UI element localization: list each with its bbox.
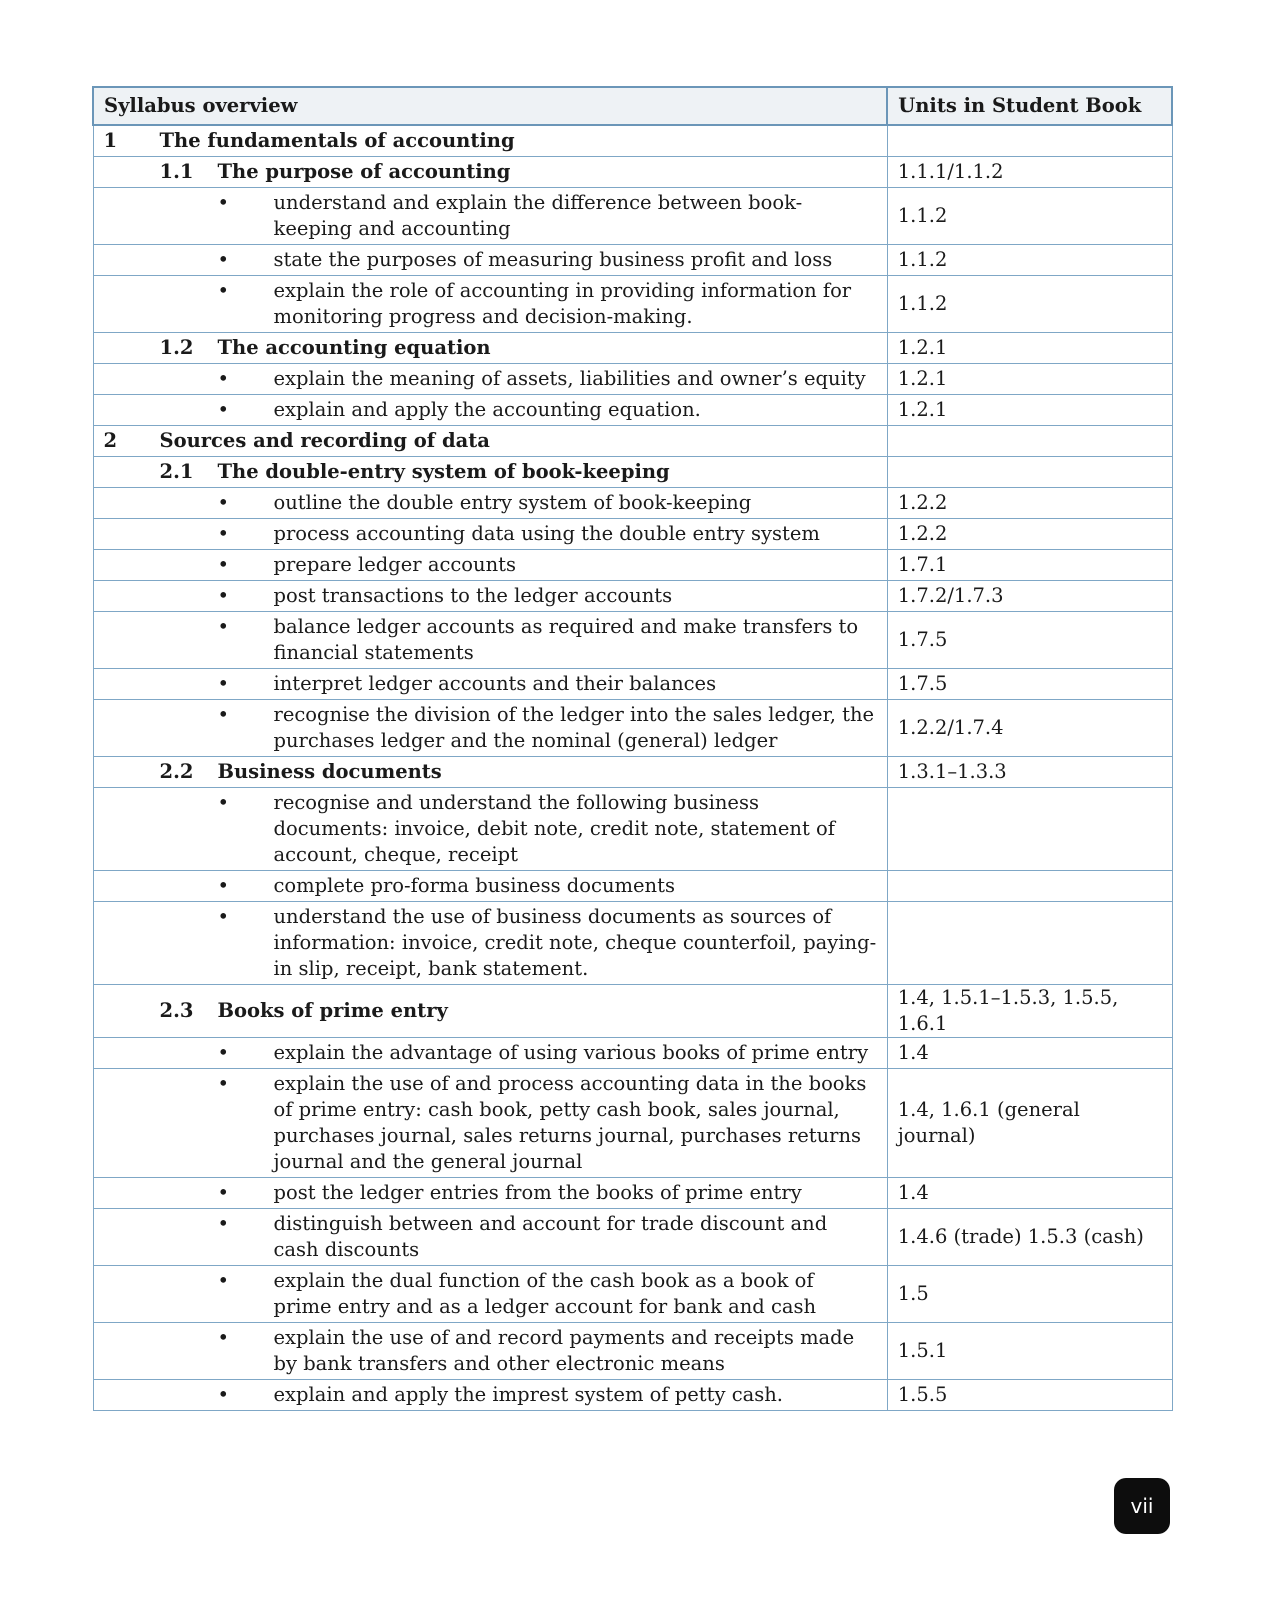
header-units-in-student-book: Units in Student Book [887,87,1172,125]
objective-cell [93,395,887,426]
section-number: 2 [103,429,118,452]
objective-row [93,1323,1172,1380]
bullet-icon: • [217,1269,230,1292]
objective-cell [93,1266,887,1323]
subsection-number: 1.1 [159,160,194,183]
objective-row [93,871,1172,902]
subsection-cell [93,985,887,1038]
objective-text: complete pro-forma business documents [273,874,675,897]
objective-row [93,1069,1172,1178]
units-cell: 1.2.1 [887,395,1172,426]
bullet-icon: • [217,398,230,421]
objective-wrap [104,671,877,697]
objective-cell [93,550,887,581]
objective-cell [93,788,887,871]
units-cell: 1.1.2 [887,276,1172,333]
subsection-title: The accounting equation [217,336,491,359]
units-cell: 1.4.6 (trade) 1.5.3 (cash) [887,1209,1172,1266]
objective-row [93,1209,1172,1266]
section-cell [93,125,887,157]
objective-wrap [104,521,877,547]
objective-row [93,1038,1172,1069]
bullet-icon: • [217,1383,230,1406]
subsection-number: 2.2 [159,760,194,783]
objective-cell [93,1038,887,1069]
bullet-icon: • [217,191,230,214]
bullet-icon: • [217,1072,230,1095]
syllabus-table [92,86,1173,1411]
objective-cell [93,188,887,245]
objective-wrap [104,1211,877,1263]
objective-row [93,395,1172,426]
units-cell: 1.1.2 [887,245,1172,276]
objective-wrap [104,614,877,666]
section-row [93,125,1172,157]
objective-row [93,788,1172,871]
units-cell [887,871,1172,902]
objective-text: interpret ledger accounts and their balances [273,672,717,695]
objective-wrap [104,366,877,392]
objective-cell [93,276,887,333]
objective-row [93,188,1172,245]
bullet-icon: • [217,615,230,638]
objective-row [93,669,1172,700]
section-cell [93,426,887,457]
subsection-wrap [104,159,877,185]
objective-row [93,1178,1172,1209]
subsection-wrap [104,759,877,785]
objective-wrap [104,1040,877,1066]
objective-wrap [104,1268,877,1320]
subsection-title: The purpose of accounting [217,160,511,183]
objective-text: prepare ledger accounts [273,553,516,576]
objective-row [93,581,1172,612]
objective-text: state the purposes of measuring business profit and loss [273,248,833,271]
bullet-icon: • [217,584,230,607]
subsection-cell [93,457,887,488]
bullet-icon: • [217,279,230,302]
objective-text: outline the double entry system of book-keeping [273,491,752,514]
subsection-title: Business documents [217,760,442,783]
subsection-row [93,333,1172,364]
objective-wrap [104,873,877,899]
units-cell: 1.4 [887,1178,1172,1209]
objective-cell [93,1069,887,1178]
objective-row [93,488,1172,519]
objective-text: explain and apply the accounting equation. [273,398,701,421]
bullet-icon: • [217,1041,230,1064]
objective-row [93,276,1172,333]
objective-wrap [104,552,877,578]
objective-row [93,1266,1172,1323]
objective-row [93,364,1172,395]
units-cell: 1.2.2 [887,519,1172,550]
objective-row [93,519,1172,550]
units-cell [887,788,1172,871]
subsection-row [93,757,1172,788]
bullet-icon: • [217,1326,230,1349]
table-header-row [93,87,1172,125]
bullet-icon: • [217,367,230,390]
objective-wrap [104,583,877,609]
objective-wrap [104,278,877,330]
objective-wrap [104,397,877,423]
objective-cell [93,612,887,669]
bullet-icon: • [217,703,230,726]
objective-wrap [104,1071,877,1175]
units-cell: 1.7.2/1.7.3 [887,581,1172,612]
units-cell: 1.7.5 [887,669,1172,700]
units-cell [887,457,1172,488]
objective-row [93,612,1172,669]
objective-text: explain the use of and process accounting data in the books of prime entry: cash book, petty cash book, sales journal, purchases journal, sales returns journal, purchases returns journal and the general journal [273,1072,867,1173]
objective-wrap [104,1180,877,1206]
objective-text: post the ledger entries from the books of prime entry [273,1181,802,1204]
objective-cell [93,871,887,902]
objective-row [93,550,1172,581]
objective-row [93,1380,1172,1411]
objective-text: recognise and understand the following business documents: invoice, debit note, credit note, statement of account, cheque, receipt [273,791,835,866]
objective-text: post transactions to the ledger accounts [273,584,673,607]
objective-cell [93,1209,887,1266]
objective-text: recognise the division of the ledger into the sales ledger, the purchases ledger and the nominal (general) ledger [273,703,875,752]
bullet-icon: • [217,791,230,814]
units-cell: 1.2.2/1.7.4 [887,700,1172,757]
objective-wrap [104,790,877,868]
subsection-cell [93,757,887,788]
bullet-icon: • [217,874,230,897]
units-cell: 1.4 [887,1038,1172,1069]
objective-cell [93,700,887,757]
objective-cell [93,1178,887,1209]
subsection-title: Books of prime entry [217,999,448,1022]
objective-text: understand and explain the difference between book-keeping and accounting [273,191,803,240]
section-number: 1 [103,129,118,152]
section-row [93,426,1172,457]
units-cell: 1.7.5 [887,612,1172,669]
objective-cell [93,669,887,700]
bullet-icon: • [217,248,230,271]
units-cell: 1.5.1 [887,1323,1172,1380]
bullet-icon: • [217,1212,230,1235]
objective-text: explain the advantage of using various books of prime entry [273,1041,869,1064]
objective-wrap [104,190,877,242]
units-cell [887,902,1172,985]
subsection-number: 1.2 [159,336,194,359]
units-cell: 1.2.2 [887,488,1172,519]
objective-cell [93,488,887,519]
units-cell: 1.2.1 [887,364,1172,395]
objective-row [93,902,1172,985]
bullet-icon: • [217,905,230,928]
objective-text: explain the dual function of the cash book as a book of prime entry and as a ledger account for bank and cash [273,1269,817,1318]
bullet-icon: • [217,672,230,695]
subsection-number: 2.3 [159,999,194,1022]
objective-wrap [104,1382,877,1408]
units-cell: 1.7.1 [887,550,1172,581]
subsection-row [93,457,1172,488]
section-title: The fundamentals of accounting [159,129,515,152]
units-cell: 1.5 [887,1266,1172,1323]
objective-wrap [104,904,877,982]
bullet-icon: • [217,491,230,514]
subsection-row [93,985,1172,1038]
objective-text: process accounting data using the double entry system [273,522,820,545]
objective-wrap [104,247,877,273]
objective-text: explain the use of and record payments and receipts made by bank transfers and other electronic means [273,1326,855,1375]
objective-text: explain the meaning of assets, liabilities and owner’s equity [273,367,866,390]
bullet-icon: • [217,522,230,545]
objective-cell [93,364,887,395]
objective-text: balance ledger accounts as required and make transfers to financial statements [273,615,859,664]
section-title: Sources and recording of data [159,429,490,452]
objective-wrap [104,490,877,516]
objective-cell [93,581,887,612]
objective-text: explain the role of accounting in providing information for monitoring progress and decision-making. [273,279,852,328]
subsection-number: 2.1 [159,460,194,483]
objective-row [93,245,1172,276]
units-cell: 1.4, 1.6.1 (general journal) [887,1069,1172,1178]
subsection-wrap [104,459,877,485]
objective-cell [93,902,887,985]
table-body [93,125,1172,1411]
objective-row [93,700,1172,757]
units-cell: 1.2.1 [887,333,1172,364]
header-syllabus-overview: Syllabus overview [93,87,887,125]
units-cell: 1.1.2 [887,188,1172,245]
objective-cell [93,1380,887,1411]
page-number-badge [1114,1478,1170,1534]
units-cell [887,125,1172,157]
units-cell: 1.3.1–1.3.3 [887,757,1172,788]
objective-text: explain and apply the imprest system of petty cash. [273,1383,784,1406]
objective-cell [93,519,887,550]
objective-cell [93,1323,887,1380]
objective-cell [93,245,887,276]
units-cell: 1.1.1/1.1.2 [887,157,1172,188]
objective-text: understand the use of business documents as sources of information: invoice, credit note, cheque counterfoil, paying-in slip, receipt, bank statement. [273,905,877,980]
subsection-wrap [104,998,877,1024]
units-cell [887,426,1172,457]
bullet-icon: • [217,553,230,576]
objective-wrap [104,1325,877,1377]
subsection-cell [93,157,887,188]
units-cell: 1.5.5 [887,1380,1172,1411]
subsection-title: The double-entry system of book-keeping [217,460,670,483]
subsection-row [93,157,1172,188]
objective-wrap [104,702,877,754]
page-number: vii [1130,1494,1154,1518]
bullet-icon: • [217,1181,230,1204]
subsection-wrap [104,335,877,361]
subsection-cell [93,333,887,364]
units-cell: 1.4, 1.5.1–1.5.3, 1.5.5, 1.6.1 [887,985,1172,1038]
objective-text: distinguish between and account for trade discount and cash discounts [273,1212,828,1261]
